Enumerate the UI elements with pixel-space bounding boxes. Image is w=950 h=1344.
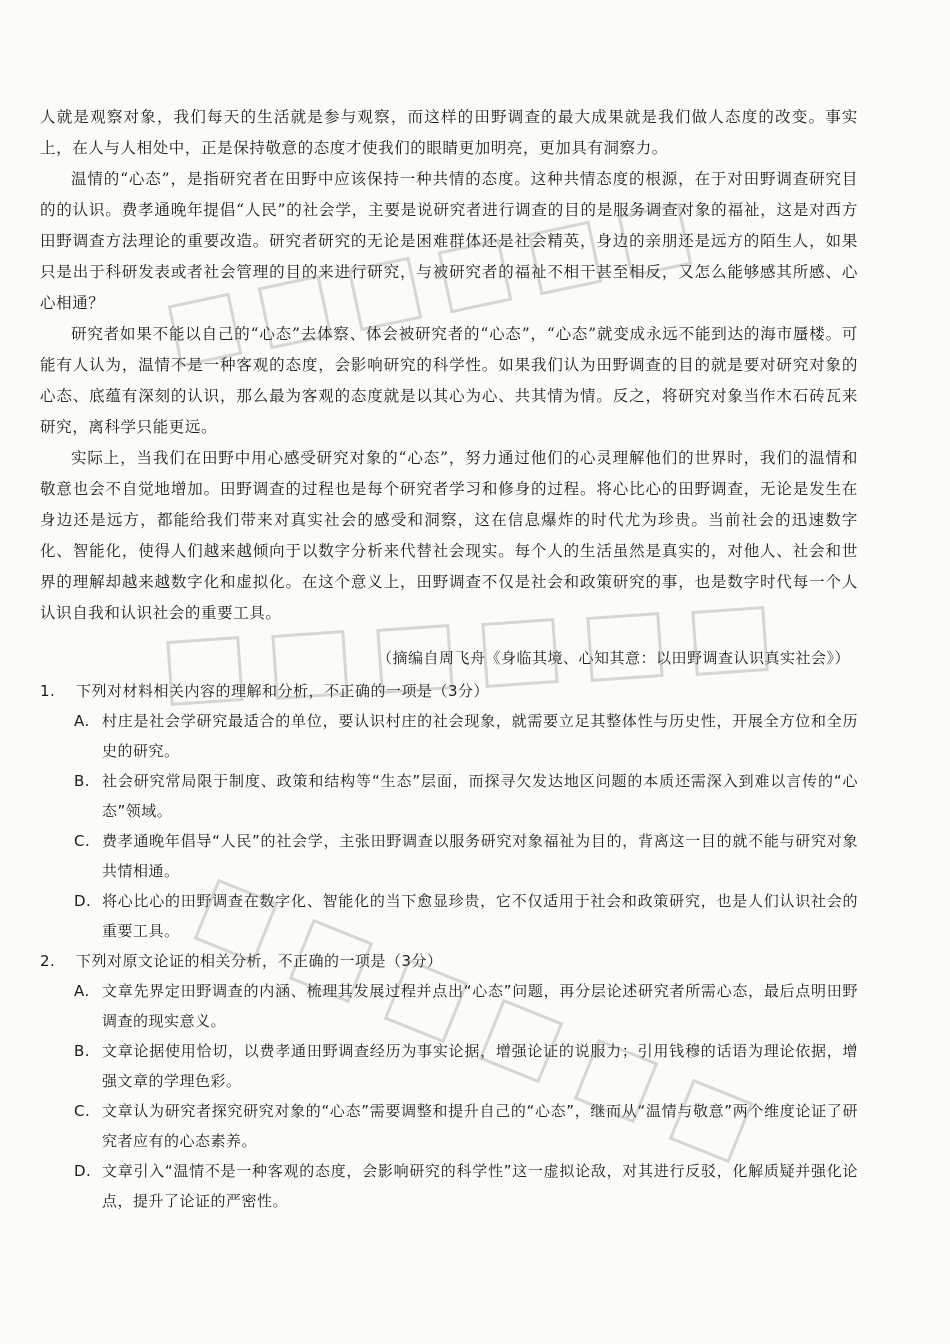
option-d <box>40 886 858 946</box>
question-1 <box>40 676 858 946</box>
passage-paragraph: 人就是观察对象，我们每天的生活就是参与观察，而这样的田野调查的最大成果就是我们做人态度的改变。事实上，在人与人相处中，正是保持敬意的态度才使我们的眼睛更加明亮，更加具有洞察力。 <box>40 108 858 157</box>
question-number: 1. <box>40 682 56 700</box>
passage-paragraph: 实际上，当我们在田野中用心感受研究对象的“心态”，努力通过他们的心灵理解他们的世界时，我们的温情和敬意也会不自觉地增加。田野调查的过程也是每个研究者学习和修身的过程。将心比心的田野调查，无论是发生在身边还是远方，都能给我们带来对真实社会的感受和洞察，这在信息爆炸的时代尤为珍贵。当前社会的迅速数字化、智能化，使得人们越来越倾向于以数字分析来代替社会现实。每个人的生活虽然是真实的，对他人、社会和世界的理解却越来越数字化和虚拟化。在这个意义上，田野调查不仅是社会和政策研究的事，也是数字时代每一个人认识自我和认识社会的重要工具。 <box>40 449 858 622</box>
option-a <box>40 706 858 766</box>
option-text: 文章认为研究者探究研究对象的“心态”需要调整和提升自己的“心态”，继而从“温情与敬意”两个维度论证了研究者应有的心态素养。 <box>102 1102 858 1150</box>
option-letter: D. <box>74 892 92 910</box>
option-d <box>40 1156 858 1216</box>
option-letter: B. <box>74 1042 91 1060</box>
question-number: 2. <box>40 952 56 970</box>
option-text: 文章论据使用恰切，以费孝通田野调查经历为事实论据，增强论证的说服力；引用钱穆的话语为理论依据，增强文章的学理色彩。 <box>102 1042 858 1090</box>
option-letter: A. <box>74 712 90 730</box>
option-c <box>40 826 858 886</box>
passage-paragraph: 研究者如果不能以自己的“心态”去体察、体会被研究者的“心态”，“心态”就变成永远不能到达的海市蜃楼。可能有人认为，温情不是一种客观的态度，会影响研究的科学性。如果我们认为田野调查的目的就是要对研究对象的心态、底蕴有深刻的认识，那么最为客观的态度就是以其心为心、共其情为情。反之，将研究对象当作木石砖瓦来研究，离科学只能更远。 <box>40 325 858 436</box>
question-2 <box>40 946 858 1216</box>
option-b <box>40 1036 858 1096</box>
option-c <box>40 1096 858 1156</box>
question-list <box>40 676 858 1216</box>
option-text: 文章引入“温情不是一种客观的态度，会影响研究的科学性”这一虚拟论敌，对其进行反驳，化解质疑并强化论点，提升了论证的严密性。 <box>102 1162 858 1210</box>
option-a <box>40 976 858 1036</box>
option-text: 文章先界定田野调查的内涵、梳理其发展过程并点出“心态”问题，再分层论述研究者所需心态，最后点明田野调查的现实意义。 <box>102 982 858 1030</box>
option-text: 将心比心的田野调查在数字化、智能化的当下愈显珍贵，它不仅适用于社会和政策研究，也是人们认识社会的重要工具。 <box>102 892 858 940</box>
passage-paragraph: 温情的“心态”，是指研究者在田野中应该保持一种共情的态度。这种共情态度的根源，在于对田野调查研究目的的认识。费孝通晚年提倡“人民”的社会学，主要是说研究者进行调查的目的是服务调查对象的福祉，这是对西方田野调查方法理论的重要改造。研究者研究的无论是困难群体还是社会精英，身边的亲朋还是远方的陌生人，如果只是出于科研发表或者社会管理的目的来进行研究，与被研究者的福祉不相干甚至相反，又怎么能够感其所感、心心相通？ <box>40 170 858 312</box>
reading-passage <box>40 102 858 629</box>
option-letter: D. <box>74 1162 92 1180</box>
question-stem: 下列对材料相关内容的理解和分析，不正确的一项是（3分） <box>76 682 490 700</box>
passage-source: （摘编自周飞舟《身临其境、心知其意：以田野调查认识真实社会》） <box>376 649 850 667</box>
question-stem: 下列对原文论证的相关分析，不正确的一项是（3分） <box>76 952 443 970</box>
option-letter: A. <box>74 982 90 1000</box>
option-text: 费孝通晚年倡导“人民”的社会学，主张田野调查以服务研究对象福祉为目的，背离这一目的就不能与研究对象共情相通。 <box>102 832 858 880</box>
option-letter: C. <box>74 1102 91 1120</box>
option-letter: B. <box>74 772 91 790</box>
option-text: 村庄是社会学研究最适合的单位，要认识村庄的社会现象，就需要立足其整体性与历史性，开展全方位和全历史的研究。 <box>102 712 858 760</box>
option-b <box>40 766 858 826</box>
option-text: 社会研究常局限于制度、政策和结构等“生态”层面，而探寻欠发达地区问题的本质还需深入到难以言传的“心态”领域。 <box>102 772 858 820</box>
option-letter: C. <box>74 832 91 850</box>
